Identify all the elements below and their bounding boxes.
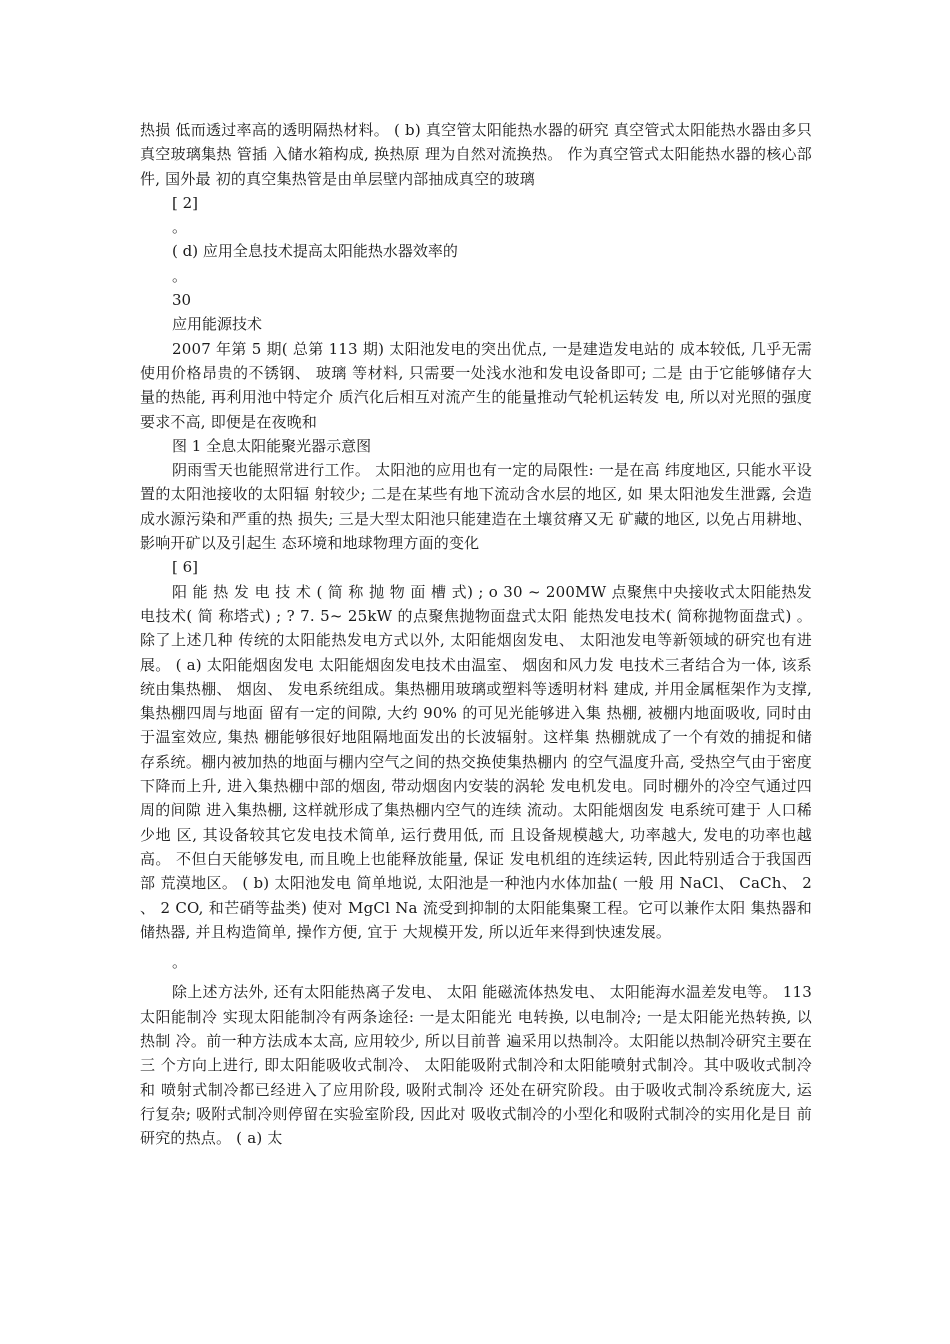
paragraph-solar-cooling: 除上述方法外, 还有太阳能热离子发电、 太阳 能磁流体热发电、 太阳能海水温差发电等。 113 太阳能制冷 实现太阳能制冷有两条途径: 一是太阳能光 电转换, 以电制冷; 一是太阳能光热转换, 以热制 冷。前一种方法成本太高, 应用较少, 所以目前普 遍采用以热制冷。太阳能以热制冷研究主要在三 个方向上进行, 即太阳能吸收式制冷、 太阳能吸附式制冷和太阳能喷射式制冷。其中吸收式制冷和 喷射式制冷都已经进入了应用阶段, 吸附式制冷 还处在研究阶段。由于吸收式制冷系统庞大, 运 行复杂; 吸附式制冷则停留在实验室阶段, 因此对 吸收式制冷的小型化和吸附式制冷的实用化是目 前研究的热点。 ( a) 太: [140, 983, 812, 1148]
period-line: 。: [172, 953, 188, 972]
paragraph-thermal-power: 阳 能 热 发 电 技 术 ( 简 称 抛 物 面 槽 式) ; o 30 ~ 200MW 点聚焦中央接收式太阳能热发电技术( 简 称塔式) ; ? 7. 5~ 25kW 的点聚焦抛物面盘式太阳 能热发电技术( 简称抛物面盘式) 。除了上述几种 传统的太阳能热发电方式以外, 太阳能烟囱发电、 太阳池发电等新领域的研究也有进展。 ( a) 太阳能烟囱发电 太阳能烟囱发电技术由温室、 烟囱和风力发 电技术三者结合为一体, 该系统由集热棚、 烟囱、 发电系统组成。集热棚用玻璃或塑料等透明材料 建成, 并用金属框架作为支撑, 集热棚四周与地面 留有一定的间隙, 大约 90% 的可见光能够进入集 热棚, 被棚内地面吸收, 同时由于温室效应, 集热 棚能够很好地阻隔地面发出的长波辐射。这样集 热棚就成了一个有效的捕捉和储存系统。棚内被加热的地面与棚内空气之间的热交换使集热棚内 的空气温度升高, 受热空气由于密度下降而上升, 进入集热棚中部的烟囱, 带动烟囱内安装的涡轮 发电机发电。同时棚外的冷空气通过四周的间隙 进入集热棚, 这样就形成了集热棚内空气的连续 流动。太阳能烟囱发 电系统可建于 人口稀少地 区, 其设备较其它发电技术简单, 运行费用低, 而 且设备规模越大, 功率越大, 发电的功率也越高。 不但白天能够发电, 而且晚上也能释放能量, 保证 发电机组的连续运转, 因此特别适合于我国西部 荒漠地区。 ( b) 太阳池发电 简单地说, 太阳池是一种池内水体加盐( 一般 用 NaCl、 CaCh、 2 、 2 CO, 和芒硝等盐类) 使对 MgCl Na 流受到抑制的太阳能集聚工程。它可以兼作太阳 集热器和储热器, 并且构造简单, 操作方便, 宜于 大规模开发, 所以近年来得到快速发展。: [140, 582, 812, 941]
paragraph-solar-pond-limits: 阴雨雪天也能照常进行工作。 太阳池的应用也有一定的局限性: 一是在高 纬度地区, 只能水平设置的太阳池接收的太阳辐 射较少; 二是在某些有地下流动含水层的地区, 如 果太阳池发生泄露, 会造成水源污染和严重的热 损失; 三是大型太阳池只能建造在土壤贫瘠又无 矿藏的地区, 以免占用耕地、 影响开矿以及引起生 态环境和地球物理方面的变化: [140, 461, 812, 553]
document-page: [140, 118, 812, 1150]
paragraph-solar-pond-advantages: 2007 年第 5 期( 总第 113 期) 太阳池发电的突出优点, 一是建造发电站的 成本较低, 几乎无需使用价格昂贵的不锈钢、 玻璃 等材料, 只需要一处浅水池和发电设备即可; 二是 由于它能够储存大量的热能, 再利用池中特定介 质汽化后相互对流产生的能量推动气轮机运转发 电, 所以对光照的强度要求不高, 即便是在夜晚和: [140, 339, 812, 431]
journal-name: 应用能源技术: [172, 315, 263, 334]
page-number: 30: [172, 291, 192, 310]
subheading-holographic: ( d) 应用全息技术提高太阳能热水器效率的: [172, 242, 458, 261]
period-line: 。: [172, 218, 188, 237]
paragraph-vacuum-tube: 热损 低而透过率高的透明隔热材料。 ( b) 真空管太阳能热水器的研究 真空管式太阳能热水器由多只真空玻璃集热 管插 入储水箱构成, 换热原 理为自然对流换热。 作为真空管式太阳能热水器的核心部件, 国外最 初的真空集热管是由单层壁内部抽成真空的玻璃: [140, 121, 812, 188]
citation-6: [ 6]: [172, 558, 199, 577]
figure-caption: 图 1 全息太阳能聚光器示意图: [172, 436, 372, 455]
period-line: 。: [172, 266, 188, 285]
citation-2: [ 2]: [172, 193, 199, 212]
